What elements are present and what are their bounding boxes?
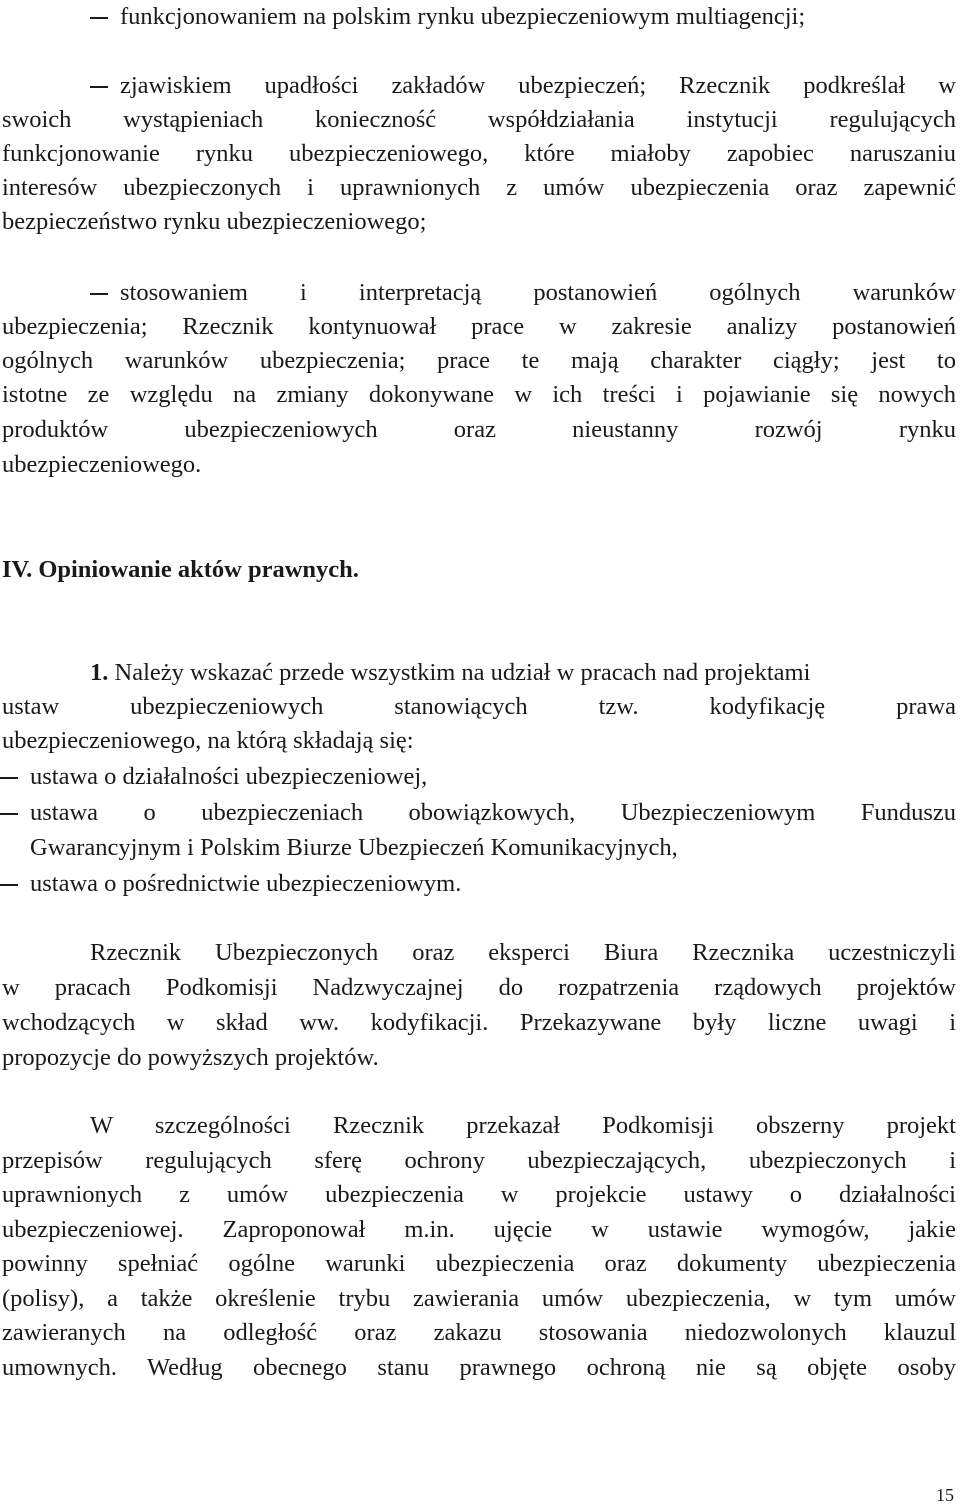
- text-line: umownych. Według obecnego stanu prawnego ochroną nie są objęte osoby: [2, 1354, 956, 1381]
- text-line: ubezpieczenia; Rzecznik kontynuował prace w zakresie analizy postanowień: [2, 313, 956, 340]
- list-item: [90, 69, 956, 103]
- list-item: [0, 867, 956, 901]
- text-line: propozycje do powyższych projektów.: [2, 1044, 379, 1071]
- dash-bullet-icon: [90, 293, 108, 295]
- text-line: Rzecznik Ubezpieczonych oraz eksperci Biura Rzecznika uczestniczyli: [90, 939, 956, 966]
- text-line: ubezpieczeniowej. Zaproponował m.in. ujęcie w ustawie wymogów, jakie: [2, 1216, 956, 1243]
- list-item: [0, 760, 956, 794]
- text-line: uprawnionych z umów ubezpieczenia w projekcie ustawy o działalności: [2, 1181, 956, 1208]
- paragraph-number: 1.: [90, 659, 109, 686]
- text-line: funkcjonowanie rynku ubezpieczeniowego, które miałoby zapobiec naruszaniu: [2, 140, 956, 167]
- list-item-text: zjawiskiem upadłości zakładów ubezpieczeń; Rzecznik podkreślał w: [120, 72, 956, 99]
- text-line: produktów ubezpieczeniowych oraz nieustanny rozwój rynku: [2, 416, 956, 443]
- text-line: swoich wystąpieniach konieczność współdziałania instytucji regulujących: [2, 106, 956, 133]
- numbered-paragraph-first-line: [90, 656, 956, 690]
- section-heading: IV. Opiniowanie aktów prawnych.: [2, 556, 359, 583]
- dash-bullet-icon: [90, 17, 108, 19]
- text-line: W szczególności Rzecznik przekazał Podkomisji obszerny projekt: [90, 1112, 956, 1139]
- text-line: przepisów regulujących sferę ochrony ubezpieczających, ubezpieczonych i: [2, 1147, 956, 1174]
- text-line: Gwarancyjnym i Polskim Biurze Ubezpieczeń Komunikacyjnych,: [30, 834, 678, 861]
- text-line: bezpieczeństwo rynku ubezpieczeniowego;: [2, 208, 427, 235]
- list-item-text: ustawa o ubezpieczeniach obowiązkowych, Ubezpieczeniowym Funduszu: [30, 799, 956, 826]
- list-item-text: stosowaniem i interpretacją postanowień ogólnych warunków: [120, 279, 956, 306]
- paragraph-text: Należy wskazać przede wszystkim na udział w pracach nad projektami: [114, 659, 811, 686]
- dash-bullet-icon: [0, 813, 18, 815]
- text-line: w pracach Podkomisji Nadzwyczajnej do rozpatrzenia rządowych projektów: [2, 974, 956, 1001]
- list-item: [90, 0, 956, 34]
- page-number: 15: [936, 1485, 954, 1505]
- text-line: ogólnych warunków ubezpieczenia; prace te mają charakter ciągły; jest to: [2, 347, 956, 374]
- dash-bullet-icon: [0, 777, 18, 779]
- dash-bullet-icon: [90, 86, 108, 88]
- text-line: powinny spełniać ogólne warunki ubezpieczenia oraz dokumenty ubezpieczenia: [2, 1250, 956, 1277]
- list-item: [90, 276, 956, 310]
- text-line: interesów ubezpieczonych i uprawnionych z umów ubezpieczenia oraz zapewnić: [2, 174, 956, 201]
- text-line: ubezpieczeniowego.: [2, 451, 202, 478]
- list-item: [0, 796, 956, 830]
- text-line: ustaw ubezpieczeniowych stanowiących tzw. kodyfikację prawa: [2, 693, 956, 720]
- text-line: zawieranych na odległość oraz zakazu stosowania niedozwolonych klauzul: [2, 1319, 956, 1346]
- text-line: wchodzących w skład ww. kodyfikacji. Przekazywane były liczne uwagi i: [2, 1009, 956, 1036]
- text-line: (polisy), a także określenie trybu zawierania umów ubezpieczenia, w tym umów: [2, 1285, 956, 1312]
- text-line: ubezpieczeniowego, na którą składają się:: [2, 727, 414, 754]
- text-line: istotne ze względu na zmiany dokonywane w ich treści i pojawianie się nowych: [2, 381, 956, 408]
- list-item-text: ustawa o pośrednictwie ubezpieczeniowym.: [30, 870, 462, 897]
- list-item-text: ustawa o działalności ubezpieczeniowej,: [30, 763, 428, 790]
- list-item-text: funkcjonowaniem na polskim rynku ubezpieczeniowym multiagencji;: [120, 3, 806, 30]
- dash-bullet-icon: [0, 884, 18, 886]
